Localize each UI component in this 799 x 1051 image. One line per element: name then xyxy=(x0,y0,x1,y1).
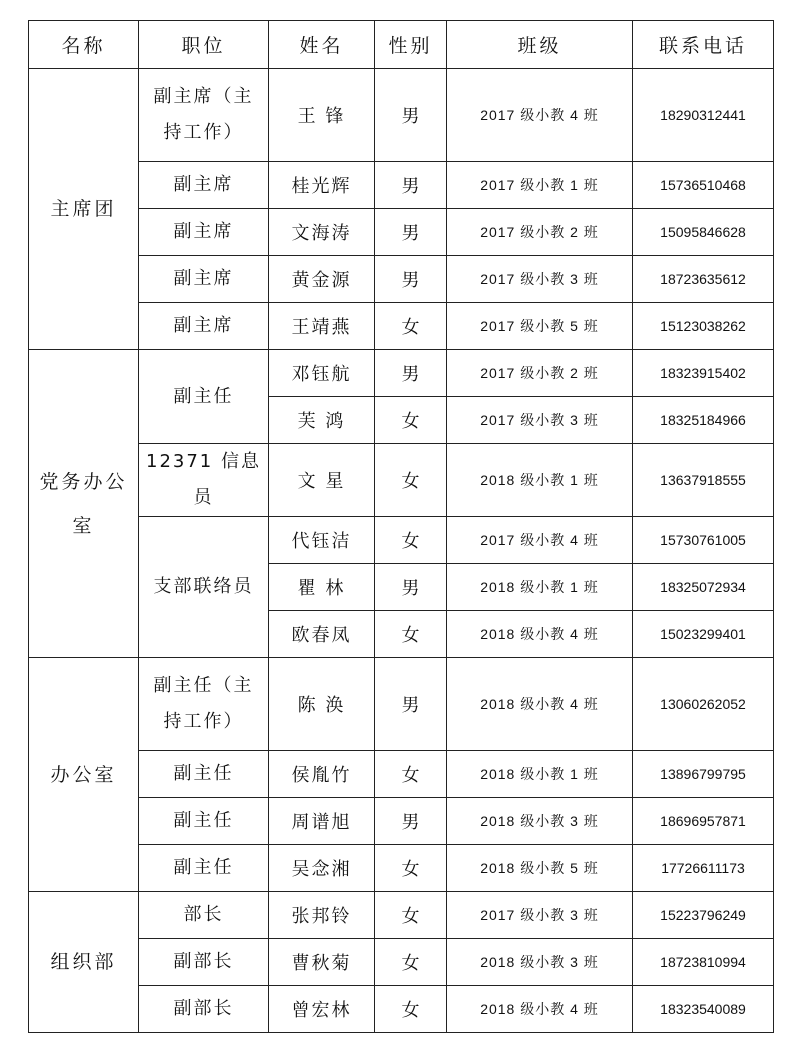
person-name-cell: 邓钰航 xyxy=(269,350,375,397)
gender-cell: 男 xyxy=(375,798,447,845)
table-row xyxy=(29,209,774,256)
person-name-cell: 张邦铃 xyxy=(269,892,375,939)
phone-cell: 15736510468 xyxy=(633,162,774,209)
gender-cell: 男 xyxy=(375,658,447,751)
header-name: 名称 xyxy=(29,21,139,69)
phone-cell: 18323540089 xyxy=(633,986,774,1033)
class-cell: 2018 级小教 1 班 xyxy=(447,564,633,611)
gender-cell: 女 xyxy=(375,986,447,1033)
position-cell: 副主席 xyxy=(139,209,269,256)
gender-cell: 女 xyxy=(375,303,447,350)
table-body xyxy=(29,69,774,1033)
class-cell: 2018 级小教 1 班 xyxy=(447,444,633,517)
table-row xyxy=(29,658,774,751)
position-cell: 副主任 xyxy=(139,798,269,845)
phone-cell: 18696957871 xyxy=(633,798,774,845)
gender-cell: 女 xyxy=(375,751,447,798)
person-name-cell: 曾宏林 xyxy=(269,986,375,1033)
class-cell: 2018 级小教 4 班 xyxy=(447,611,633,658)
class-cell: 2018 级小教 3 班 xyxy=(447,798,633,845)
gender-cell: 男 xyxy=(375,209,447,256)
person-name-cell: 曹秋菊 xyxy=(269,939,375,986)
gender-cell: 女 xyxy=(375,397,447,444)
table-row xyxy=(29,892,774,939)
position-cell: 副主席 xyxy=(139,303,269,350)
gender-cell: 男 xyxy=(375,69,447,162)
position-cell: 副主任 xyxy=(139,350,269,444)
phone-cell: 18325184966 xyxy=(633,397,774,444)
gender-cell: 男 xyxy=(375,162,447,209)
class-cell: 2018 级小教 4 班 xyxy=(447,986,633,1033)
position-cell: 副部长 xyxy=(139,986,269,1033)
gender-cell: 女 xyxy=(375,939,447,986)
table-row xyxy=(29,162,774,209)
person-name-cell: 周谱旭 xyxy=(269,798,375,845)
header-person-name: 姓名 xyxy=(269,21,375,69)
table-row xyxy=(29,69,774,162)
person-name-cell: 黄金源 xyxy=(269,256,375,303)
phone-cell: 18325072934 xyxy=(633,564,774,611)
position-cell: 支部联络员 xyxy=(139,517,269,658)
header-phone: 联系电话 xyxy=(633,21,774,69)
header-position: 职位 xyxy=(139,21,269,69)
phone-cell: 13060262052 xyxy=(633,658,774,751)
person-name-cell: 王 锋 xyxy=(269,69,375,162)
group-name-cell: 办公室 xyxy=(29,658,139,892)
person-name-cell: 欧春凤 xyxy=(269,611,375,658)
member-table xyxy=(28,20,774,1033)
phone-cell: 15095846628 xyxy=(633,209,774,256)
phone-cell: 13637918555 xyxy=(633,444,774,517)
gender-cell: 男 xyxy=(375,256,447,303)
table-row xyxy=(29,798,774,845)
class-cell: 2017 级小教 2 班 xyxy=(447,350,633,397)
phone-cell: 18723810994 xyxy=(633,939,774,986)
gender-cell: 女 xyxy=(375,845,447,892)
phone-cell: 15223796249 xyxy=(633,892,774,939)
gender-cell: 女 xyxy=(375,892,447,939)
header-row xyxy=(29,21,774,69)
person-name-cell: 吴念湘 xyxy=(269,845,375,892)
person-name-cell: 桂光辉 xyxy=(269,162,375,209)
class-cell: 2017 级小教 3 班 xyxy=(447,256,633,303)
person-name-cell: 侯胤竹 xyxy=(269,751,375,798)
position-cell: 副部长 xyxy=(139,939,269,986)
phone-cell: 15730761005 xyxy=(633,517,774,564)
class-cell: 2017 级小教 4 班 xyxy=(447,69,633,162)
header-class: 班级 xyxy=(447,21,633,69)
table-row xyxy=(29,303,774,350)
phone-cell: 17726611173 xyxy=(633,845,774,892)
table-row xyxy=(29,986,774,1033)
class-cell: 2017 级小教 5 班 xyxy=(447,303,633,350)
person-name-cell: 代钰洁 xyxy=(269,517,375,564)
phone-cell: 15023299401 xyxy=(633,611,774,658)
position-cell: 副主席（主持工作） xyxy=(139,69,269,162)
group-name-cell: 党务办公室 xyxy=(29,350,139,658)
person-name-cell: 文 星 xyxy=(269,444,375,517)
person-name-cell: 瞿 林 xyxy=(269,564,375,611)
class-cell: 2018 级小教 1 班 xyxy=(447,751,633,798)
group-name-cell: 组织部 xyxy=(29,892,139,1033)
position-cell: 部长 xyxy=(139,892,269,939)
class-cell: 2017 级小教 1 班 xyxy=(447,162,633,209)
gender-cell: 女 xyxy=(375,444,447,517)
table-row xyxy=(29,256,774,303)
table-row xyxy=(29,751,774,798)
table-row xyxy=(29,939,774,986)
position-cell: 副主席 xyxy=(139,162,269,209)
class-cell: 2018 级小教 3 班 xyxy=(447,939,633,986)
class-cell: 2017 级小教 3 班 xyxy=(447,892,633,939)
phone-cell: 18290312441 xyxy=(633,69,774,162)
gender-cell: 男 xyxy=(375,350,447,397)
position-cell: 副主任（主持工作） xyxy=(139,658,269,751)
position-cell: 副主任 xyxy=(139,751,269,798)
phone-cell: 15123038262 xyxy=(633,303,774,350)
table-row xyxy=(29,444,774,517)
person-name-cell: 陈 涣 xyxy=(269,658,375,751)
gender-cell: 女 xyxy=(375,517,447,564)
person-name-cell: 文海涛 xyxy=(269,209,375,256)
phone-cell: 13896799795 xyxy=(633,751,774,798)
table-row xyxy=(29,517,774,564)
class-cell: 2017 级小教 4 班 xyxy=(447,517,633,564)
header-gender: 性别 xyxy=(375,21,447,69)
class-cell: 2017 级小教 2 班 xyxy=(447,209,633,256)
position-cell: 副主任 xyxy=(139,845,269,892)
class-cell: 2018 级小教 5 班 xyxy=(447,845,633,892)
phone-cell: 18323915402 xyxy=(633,350,774,397)
table-row xyxy=(29,350,774,397)
person-name-cell: 芙 鸿 xyxy=(269,397,375,444)
gender-cell: 女 xyxy=(375,611,447,658)
phone-cell: 18723635612 xyxy=(633,256,774,303)
table-row xyxy=(29,845,774,892)
class-cell: 2017 级小教 3 班 xyxy=(447,397,633,444)
position-cell: 12371 信息员 xyxy=(139,444,269,517)
group-name-cell: 主席团 xyxy=(29,69,139,350)
position-cell: 副主席 xyxy=(139,256,269,303)
person-name-cell: 王靖燕 xyxy=(269,303,375,350)
gender-cell: 男 xyxy=(375,564,447,611)
class-cell: 2018 级小教 4 班 xyxy=(447,658,633,751)
